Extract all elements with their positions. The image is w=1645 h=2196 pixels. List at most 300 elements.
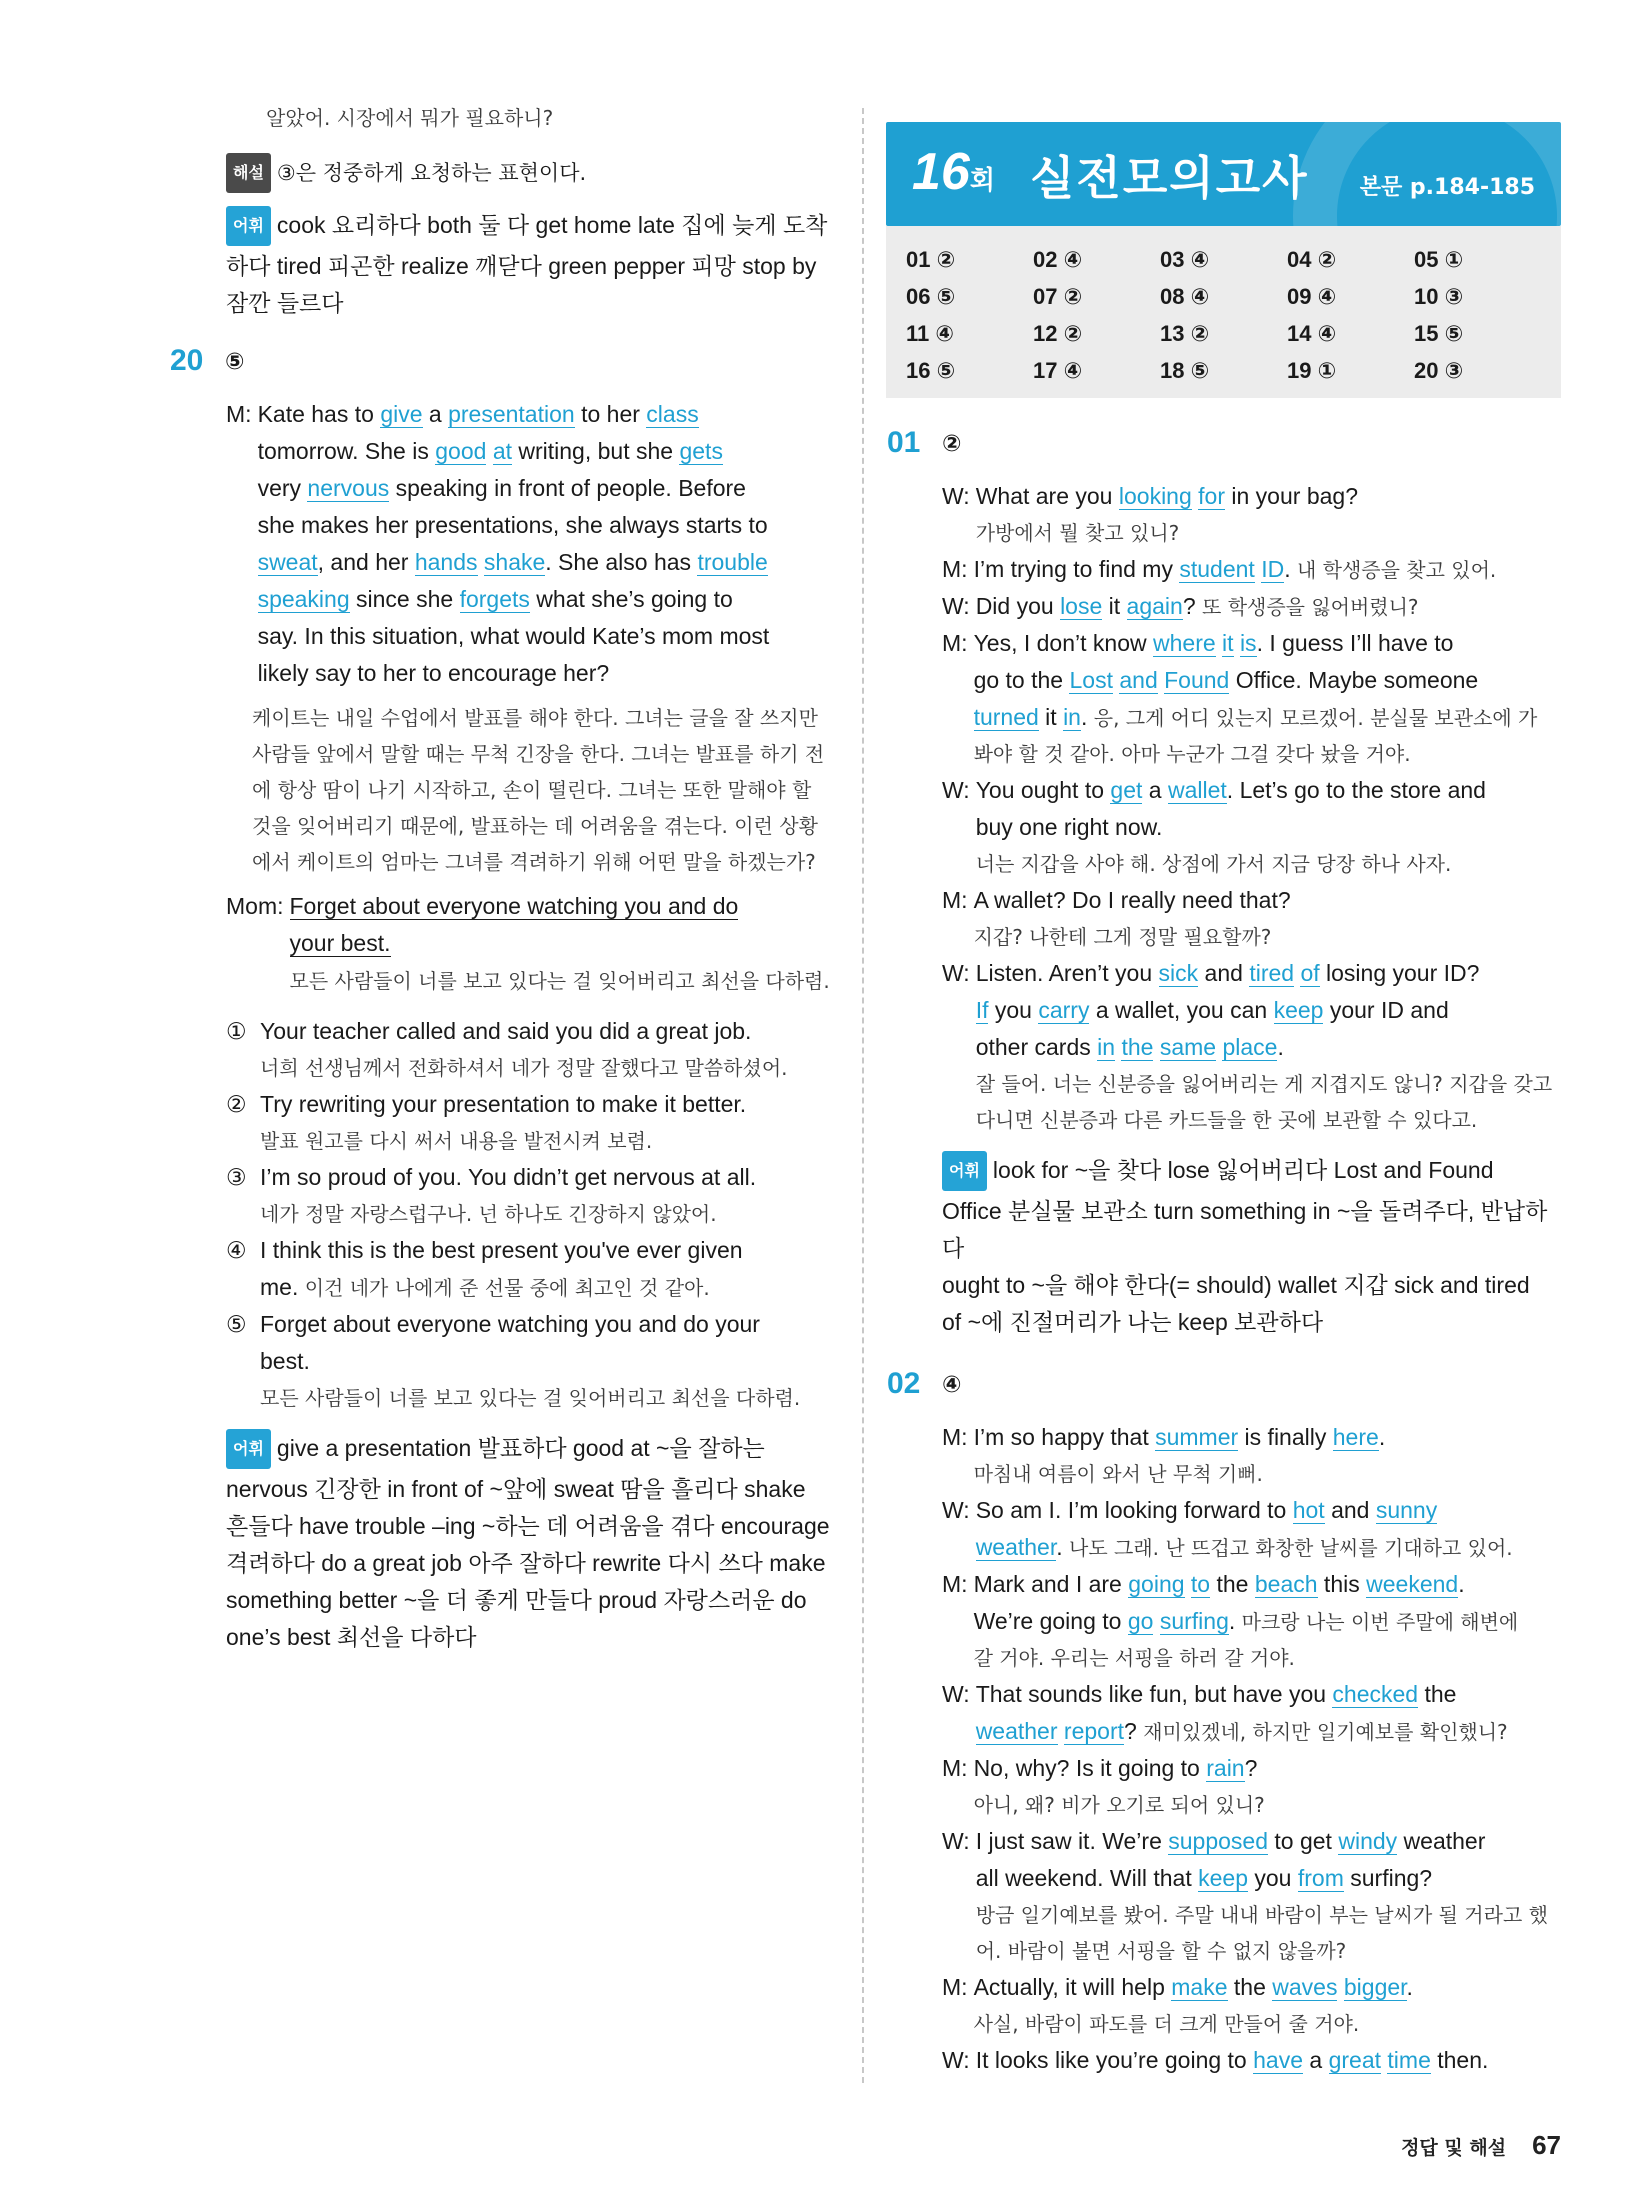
text-segment [1058,1718,1064,1744]
question-02 [887,1367,1561,2079]
translation-line: 사실, 바람이 파도를 더 크게 만들어 줄 거야. [973,2012,1360,2036]
choice-line: Try rewriting your presentation to make it better. [260,1091,747,1117]
text-segment: say. In this situation, what would Kate’s mom most [257,623,770,649]
dialogue-text [974,1419,1561,1492]
blank-answer: for [1198,483,1225,509]
blank-answer: bigger [1343,1974,1407,2000]
text-segment: Actually, it will help [973,1974,1172,2000]
text-segment: . She also has [545,549,698,575]
dialogue-text [974,882,1561,955]
blank-answer: keep [1273,997,1324,1023]
vocab-line: of ~에 진절머리가 나는 keep 보관하다 [942,1309,1324,1335]
blank-answer: If [975,997,989,1023]
text-segment: I’m trying to find my [973,556,1180,582]
dialogue-line [942,588,1561,625]
text-segment: all weekend. Will that [975,1865,1199,1891]
blank-answer: same [1159,1034,1217,1060]
blank-answer: shake [483,549,546,575]
dialogue-line [942,772,1561,882]
text-segment: and [1324,1497,1376,1523]
vocab-line: ought to ~을 해야 한다(= should) wallet 지갑 sick and tired [942,1272,1530,1298]
dialogue-text [974,1566,1561,1676]
text-segment: the [1210,1571,1255,1597]
text-segment: surfing? [1343,1865,1433,1891]
vocab-line: 격려하다 do a great job 아주 잘하다 rewrite 다시 쓰다 make [226,1550,826,1576]
translation-line: 다니면 신분증과 다른 카드들을 한 곳에 보관할 수 있다고. [975,1108,1478,1132]
vocab-badge: 어휘 [226,1429,271,1469]
choice-item [226,1159,840,1232]
speaker: M: [942,630,968,656]
dialogue-line [942,1823,1561,1969]
speaker: W: [942,1681,970,1707]
blank-answer: lose [1060,593,1103,619]
speaker: W: [942,960,970,986]
text-segment: I’m so happy that [973,1424,1156,1450]
blank-answer: the [1121,1034,1154,1060]
prev-translation: 알았어. 시장에서 뭐가 필요하니? [266,106,554,130]
answer-key-item: 02 ④ [1033,247,1083,272]
dialogue-line [942,478,1561,551]
text-segment: is finally [1238,1424,1333,1450]
blank-answer: hands [414,549,478,575]
banner-title: 실전모의고사 [1030,151,1309,205]
dialogue-line [942,625,1561,772]
dialogue-line [942,882,1561,955]
text-segment: . [1228,1608,1242,1634]
explanation [226,154,840,195]
text-segment: very [257,475,308,501]
blank-answer: of [1300,960,1320,986]
page-number: 67 [1532,2130,1561,2160]
translation-line: 아니, 왜? 비가 오기로 되어 있니? [973,1793,1265,1817]
text-segment: A wallet? Do I really need that? [973,887,1291,913]
text-segment: you [988,997,1039,1023]
translation-line: 에 항상 땀이 나기 시작하고, 손이 떨린다. 그녀는 또한 말해야 할 [252,778,812,802]
text-segment: weather [1397,1828,1486,1854]
text-segment: to her [574,401,647,427]
text-segment: No, why? Is it going to [973,1755,1207,1781]
blank-answer: good [435,438,487,464]
choice-number: ③ [226,1164,247,1190]
blank-answer: nervous [307,475,390,501]
dialogue-line [942,1419,1561,1492]
choice-line: I think this is the best present you've ever given [260,1237,743,1263]
speaker: W: [942,483,970,509]
text-segment: . [1284,556,1297,582]
speaker: W: [942,777,970,803]
translation-line: 어. 바람이 불면 서핑을 할 수 없지 않을까? [975,1939,1347,1963]
text-segment: since she [349,586,460,612]
speaker: Mom: [226,893,284,919]
choice-number: ② [226,1091,247,1117]
blank-answer: summer [1155,1424,1239,1450]
text-segment [1234,630,1240,656]
text-segment: it [1102,593,1127,619]
choice-line: me. [260,1274,299,1300]
blank-answer: to [1190,1571,1211,1597]
explanation-badge: 해설 [226,153,271,193]
text-segment: this [1317,1571,1367,1597]
choice-text [260,1306,800,1343]
dialogue-line [942,1969,1561,2042]
text-segment: tomorrow. She is [257,438,436,464]
blank-answer: trouble [697,549,768,575]
text-segment [1337,1974,1343,2000]
vocab-badge: 어휘 [942,1151,987,1191]
answer-line: your best. [289,930,391,956]
text-segment: speaking in front of people. Before [389,475,746,501]
vocab-line: 흔들다 have trouble –ing ~하는 데 어려움을 겪다 encourage [226,1513,830,1539]
answer-key-item: 15 ⑤ [1414,321,1464,346]
choice-line: Your teacher called and said you did a great job. [260,1018,752,1044]
blank-answer: presentation [448,401,575,427]
column-divider [862,108,864,2083]
text-segment: It looks like you’re going to [975,2047,1254,2073]
text-segment: Office. Maybe someone [1229,667,1479,693]
answer-key-item: 16 ⑤ [906,358,956,383]
dialogue-text [976,2042,1561,2079]
speaker: M: [942,1974,968,2000]
dialogue-line [942,955,1561,1138]
answer-key-item: 19 ① [1287,358,1337,383]
text-segment: ? [1182,593,1203,619]
blank-answer: sunny [1375,1497,1438,1523]
dialogue-line [942,1750,1561,1823]
answer-key-item: 11 ④ [906,321,954,346]
blank-answer: weather [975,1718,1058,1744]
text-segment: to get [1268,1828,1339,1854]
translation: 너희 선생님께서 전화하셔서 네가 정말 잘했다고 말씀하셨어. [260,1056,788,1080]
translation-line: 사람들 앞에서 말할 때는 무척 긴장을 한다. 그녀는 발표를 하기 전 [252,742,825,766]
translation: 응, 그게 어디 있는지 모르겠어. 분실물 보관소에 가 [1093,706,1538,730]
blank-answer: gets [679,438,723,464]
translation-line: 것을 잊어버리기 때문에, 발표하는 데 어려움을 겪는다. 이런 상황 [252,814,818,838]
translation-line: 케이트는 내일 수업에서 발표를 해야 한다. 그녀는 글을 잘 쓰지만 [252,706,818,730]
text-segment: We’re going to [973,1608,1128,1634]
text-segment [486,438,492,464]
blank-answer: weather [975,1534,1057,1560]
translation: 재미있겠네, 하지만 일기예보를 확인했니? [1143,1720,1508,1744]
choice-line: best. [260,1348,310,1374]
text-segment: . [1056,1534,1070,1560]
blank-answer: great [1328,2047,1382,2073]
dialogue-text [976,1676,1561,1750]
blank-answer: get [1110,777,1143,803]
answer-key-item: 03 ④ [1160,247,1210,272]
vocab-badge: 어휘 [226,206,271,246]
speaker: M: [942,887,968,913]
blank-answer: and [1119,667,1158,693]
mom-answer-line [226,888,840,999]
footer-label: 정답 및 해설 [1401,2137,1507,2159]
text-segment [1153,1608,1159,1634]
answer-key-item: 08 ④ [1160,284,1210,309]
choice-body [260,1086,746,1159]
text-segment: ? [1124,1718,1144,1744]
choice-text [260,1269,743,1306]
text-segment: Mark and I are [973,1571,1129,1597]
answer-key-item: 13 ② [1160,321,1210,346]
text-segment: Did you [975,593,1061,619]
blank-answer: supposed [1168,1828,1269,1854]
translation: 모든 사람들이 너를 보고 있다는 걸 잊어버리고 최선을 다하렴. [260,1386,801,1410]
speaker: W: [942,593,970,619]
text-segment: Kate has to [257,401,381,427]
translation-line: 봐야 할 것 같아. 아마 누군가 그걸 갖다 놨을 거야. [973,742,1411,766]
blank-answer: it [1222,630,1234,656]
speaker: W: [942,2047,970,2073]
dialogue-text [974,1969,1561,2042]
speaker: W: [942,1497,970,1523]
dialogue-text [976,588,1561,625]
translation: 이건 네가 나에게 준 선물 중에 최고인 것 같아. [304,1276,710,1300]
blank-answer: have [1253,2047,1303,2073]
blank-answer: from [1297,1865,1344,1891]
test-banner [886,122,1561,226]
banner-num: 16 [912,143,970,201]
translation-line: 지갑? 나한테 그게 정말 필요할까? [973,925,1272,949]
choice-line: I’m so proud of you. You didn’t get nervous at all. [260,1164,757,1190]
blank-answer: checked [1332,1681,1419,1707]
answer-key-item: 01 ② [906,247,956,272]
blank-answer: Lost [1069,667,1113,693]
vocab-line: give a presentation 발표하다 good at ~을 잘하는 [276,1435,765,1461]
dialogue-text [976,772,1561,882]
question-20-body [226,396,840,1656]
answer-line: Forget about everyone watching you and do [289,893,739,919]
text-segment: . [1277,1034,1284,1060]
vocab-box [942,1152,1561,1341]
text-segment: the [1418,1681,1457,1707]
blank-answer: tired [1249,960,1295,986]
text-segment: other cards [975,1034,1098,1060]
text-segment: So am I. I’m looking forward to [975,1497,1293,1523]
dialogue-line [226,396,840,692]
translation-line: 너는 지갑을 사야 해. 상점에 가서 지금 당장 하나 사자. [975,852,1452,876]
text-segment: you [1248,1865,1298,1891]
text-segment: the [1227,1974,1273,2000]
dialogue-text [976,478,1561,551]
choice-item [226,1232,840,1306]
text-segment [1185,1571,1191,1597]
translation-line: 잘 들어. 너는 신분증을 잃어버리는 게 지겹지도 않니? 지갑을 갖고 [975,1072,1553,1096]
dialogue-line [942,1676,1561,1750]
dialogue-text [976,1823,1561,1969]
choices-list [226,1013,840,1416]
translation: 마크랑 나는 이번 주말에 해변에 [1241,1610,1519,1634]
text-segment: What are you [975,483,1119,509]
translation-line: 에서 케이트의 엄마는 그녀를 격려하기 위해 어떤 말을 하겠는가? [252,850,816,874]
blank-answer: Found [1164,667,1230,693]
blank-answer: make [1171,1974,1228,2000]
text-segment: she makes her presentations, she always starts to [257,512,768,538]
vocab-line: 하다 tired 피곤한 realize 깨닫다 green pepper 피망 stop by [226,253,817,279]
blank-answer: carry [1038,997,1090,1023]
translation-line: 방금 일기예보를 봤어. 주말 내내 바람이 부는 날씨가 될 거라고 했 [975,1903,1548,1927]
answer-key-item: 10 ③ [1414,284,1464,309]
banner-number [912,142,995,202]
dialogue-text [976,955,1561,1138]
text-segment: a [422,401,449,427]
text-segment: a wallet, you can [1089,997,1274,1023]
translation: 나도 그래. 난 뜨겁고 화창한 날씨를 기대하고 있어. [1069,1536,1513,1560]
vocab-line: one’s best 최선을 다하다 [226,1624,477,1650]
text-segment: . Let’s go to the store and [1226,777,1486,803]
text-segment: what she’s going to [529,586,733,612]
blank-answer: waves [1272,1974,1338,2000]
question-answer: ⑤ [225,347,245,374]
translation-line: 갈 거야. 우리는 서핑을 하러 갈 거야. [973,1646,1295,1670]
blank-answer: forgets [459,586,530,612]
blank-answer: time [1387,2047,1431,2073]
choice-item [226,1086,840,1159]
text-segment: and [1198,960,1250,986]
blank-answer: beach [1254,1571,1318,1597]
answer-key-item: 14 ④ [1287,321,1337,346]
blank-answer: sick [1158,960,1199,986]
choice-item [226,1013,840,1086]
answer-key-item: 06 ⑤ [906,284,956,309]
answer-key-item: 17 ④ [1033,358,1083,383]
page-footer [1401,2130,1561,2161]
blank-answer: ID [1261,556,1285,582]
question-answer: ② [942,429,962,456]
vocab-line: something better ~을 더 좋게 만들다 proud 자랑스러운 do [226,1587,807,1613]
blank-answer: keep [1198,1865,1248,1891]
blank-answer: speaking [257,586,350,612]
text-segment: a [1142,777,1168,803]
blank-answer: in [1097,1034,1116,1060]
answer-key-item: 05 ① [1414,247,1464,272]
translation-block [252,700,840,880]
vocab-line: look for ~을 찾다 lose 잃어버리다 Lost and Found [992,1157,1494,1183]
question-header [887,1367,1561,1401]
speaker: M: [942,556,968,582]
translation: 또 학생증을 잃어버렸니? [1202,595,1419,619]
choice-item [226,1306,840,1416]
dialogue-text [974,551,1561,588]
text-segment: go to the [973,667,1070,693]
speaker: M: [942,1424,968,1450]
question-20-header [170,344,840,378]
translation: 발표 원고를 다시 써서 내용을 발전시켜 보렴. [260,1129,653,1153]
question-number: 02 [887,1367,921,1400]
choice-text [260,1013,788,1050]
question-header [887,426,1561,460]
explanation-text: ③은 정중하게 요청하는 표현이다. [276,161,587,185]
blank-answer: go [1127,1608,1154,1634]
text-segment: . [1080,704,1094,730]
question-01 [887,426,1561,1341]
dialogue-text [258,396,840,692]
dialogue-line [942,551,1561,588]
choice-body [260,1159,756,1232]
choice-line: Forget about everyone watching you and do your [260,1311,760,1337]
text-segment [478,549,484,575]
blank-answer: in [1063,704,1081,730]
text-segment: your ID and [1323,997,1449,1023]
dialogue-text [974,625,1561,772]
question-number: 20 [170,344,204,377]
text-segment: You ought to [975,777,1111,803]
vocab-line: Office 분실물 보관소 turn something in ~을 돌려주다, 반납하다 [942,1198,1548,1261]
question-answer: ④ [942,1370,962,1397]
blank-answer: student [1179,556,1255,582]
answer-key-item: 12 ② [1033,321,1083,346]
speaker: W: [942,1828,970,1854]
blank-answer: windy [1338,1828,1398,1854]
blank-answer: turned [973,704,1039,730]
blank-answer: looking [1118,483,1192,509]
text-segment: . [1378,1424,1386,1450]
blank-answer: weekend [1366,1571,1459,1597]
dialogue-line [942,1566,1561,1676]
blank-answer: give [380,401,423,427]
text-segment: That sounds like fun, but have you [975,1681,1333,1707]
dialogue-line [942,2042,1561,2079]
text-segment: buy one right now. [975,814,1163,840]
left-column [170,100,840,1656]
speaker: M: [942,1755,968,1781]
speaker: M: [226,401,252,427]
blank-answer: sweat [257,549,318,575]
answer-key-item: 07 ② [1033,284,1083,309]
blank-answer: at [492,438,512,464]
choice-number: ① [226,1018,247,1044]
mom-answer-text [290,888,841,999]
dialogue-line [942,1492,1561,1566]
text-segment: a [1303,2047,1329,2073]
text-segment: I just saw it. We’re [975,1828,1169,1854]
blank-answer: going [1128,1571,1185,1597]
dialogue-text [974,1750,1561,1823]
translation: 내 학생증을 찾고 있어. [1296,558,1497,582]
blank-answer: hot [1292,1497,1325,1523]
translation: 모든 사람들이 너를 보고 있다는 걸 잊어버리고 최선을 다하렴. [289,969,830,993]
text-segment: likely say to her to encourage her? [257,660,610,686]
answer-key-grid [886,226,1561,398]
text-segment: . I guess I’ll have to [1256,630,1454,656]
answer-key-item: 09 ④ [1287,284,1337,309]
text-segment: in your bag? [1225,483,1358,509]
translation: 네가 정말 자랑스럽구나. 넌 하나도 긴장하지 않았어. [260,1202,717,1226]
text-segment: it [1038,704,1064,730]
translation-line: 가방에서 뭘 찾고 있니? [975,521,1180,545]
blank-answer: class [646,401,699,427]
vocab-box-2 [226,1430,840,1656]
choice-body [260,1232,743,1306]
answer-key-item: 04 ② [1287,247,1337,272]
text-segment: losing your ID? [1319,960,1480,986]
blank-answer: report [1063,1718,1124,1744]
text-segment: ? [1244,1755,1258,1781]
text-segment: . [1458,1571,1465,1597]
choice-text [260,1086,746,1123]
choice-body [260,1306,800,1416]
answer-key-item: 18 ⑤ [1160,358,1210,383]
text-segment: Listen. Aren’t you [975,960,1159,986]
question-number: 01 [887,426,921,459]
vocab-box-1 [226,207,840,322]
choice-text [260,1232,743,1269]
blank-answer: surfing [1159,1608,1229,1634]
vocab-line: 잠깐 들르다 [226,290,344,316]
banner-page-ref: 본문 p.184-185 [1359,175,1535,200]
answer-key-item: 20 ③ [1414,358,1464,383]
text-segment: . [1406,1974,1413,2000]
choice-text [260,1159,756,1196]
choice-number: ⑤ [226,1311,247,1337]
